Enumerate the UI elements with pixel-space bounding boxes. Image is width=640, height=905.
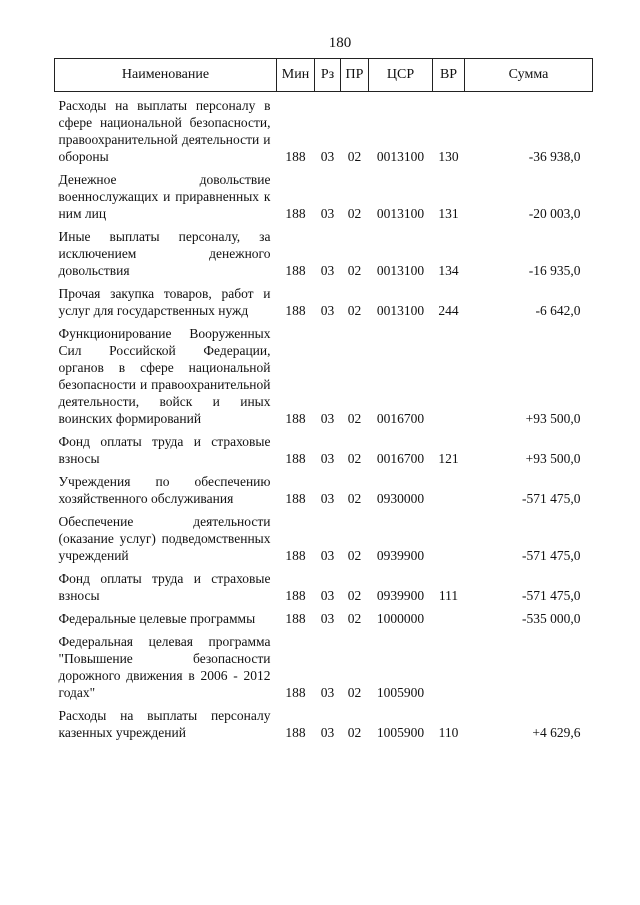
header-csr: ЦСР [369,59,433,92]
row-rz: 03 [320,725,335,740]
row-min: 188 [285,206,306,221]
row-sum: -20 003,0 [528,206,581,221]
row-rz: 03 [320,588,335,603]
row-rz: 03 [320,451,335,466]
row-min: 188 [285,588,306,603]
row-name: Федеральная целевая программа "Повышение безопасности дорожного движения в 2006 - 2012 годах" [58,634,271,700]
row-csr: 0013100 [376,206,425,221]
row-csr: 1005900 [376,725,425,740]
row-pr: 02 [347,411,362,426]
row-vr [433,325,465,433]
row-csr: 0939900 [376,588,425,603]
row-sum: -571 475,0 [522,588,581,603]
row-pr: 02 [347,451,362,466]
row-csr: 0016700 [376,451,425,466]
row-pr: 02 [347,149,362,164]
row-min: 188 [285,451,306,466]
row-rz: 03 [320,263,335,278]
row-name: Денежное довольствие военнослужащих и приравненных к ним лиц [58,172,271,221]
row-sum: -6 642,0 [535,303,581,318]
row-rz: 03 [320,548,335,563]
header-name: Наименование [55,59,277,92]
row-sum: -571 475,0 [522,491,581,506]
row-name: Федеральные целевые программы [58,611,256,626]
table-row [55,570,593,610]
table-row [55,285,593,325]
table-row [55,171,593,228]
row-sum: +93 500,0 [525,451,581,466]
row-vr: 110 [438,725,459,740]
budget-table [54,58,593,747]
header-rz: Рз [315,59,341,92]
row-vr: 134 [438,263,459,278]
header-vr: ВР [433,59,465,92]
row-vr: 111 [438,588,459,603]
table-row [55,633,593,707]
row-pr: 02 [347,548,362,563]
row-pr: 02 [347,685,362,700]
row-pr: 02 [347,588,362,603]
row-rz: 03 [320,303,335,318]
row-name: Обеспечение деятельности (оказание услуг) подведомственных учреждений [58,514,271,563]
row-min: 188 [285,611,306,626]
row-name: Расходы на выплаты персоналу казенных учреждений [58,708,271,740]
row-rz: 03 [320,411,335,426]
header-sum: Сумма [465,59,593,92]
table-row [55,610,593,633]
row-rz: 03 [320,491,335,506]
row-pr: 02 [347,263,362,278]
row-csr: 0013100 [376,263,425,278]
row-name: Фонд оплаты труда и страховые взносы [58,571,271,603]
row-csr: 0939900 [376,548,425,563]
row-sum: +4 629,6 [532,725,581,740]
row-pr: 02 [347,303,362,318]
row-sum: -535 000,0 [522,611,581,626]
row-csr: 0930000 [376,491,425,506]
header-min: Мин [277,59,315,92]
row-rz: 03 [320,149,335,164]
row-vr [433,633,465,707]
table-header-row [55,59,593,92]
row-vr: 130 [438,149,459,164]
row-vr [433,513,465,570]
row-min: 188 [285,263,306,278]
row-name: Функционирование Вооруженных Сил Российской Федерации, органов в сфере национальной безопасности и правоохранительной деятельности, войск и иных воинских формирований [58,326,271,426]
row-min: 188 [285,411,306,426]
row-pr: 02 [347,491,362,506]
row-name: Прочая закупка товаров, работ и услуг для государственных нужд [58,286,271,318]
table-row [55,433,593,473]
row-rz: 03 [320,685,335,700]
row-min: 188 [285,303,306,318]
row-vr: 121 [438,451,459,466]
row-csr: 0013100 [376,303,425,318]
row-vr [433,610,465,633]
row-sum: -16 935,0 [528,263,581,278]
row-name: Расходы на выплаты персоналу в сфере национальной безопасности, правоохранительной деятельности и обороны [58,98,271,164]
row-vr: 244 [438,303,459,318]
row-min: 188 [285,685,306,700]
table-row [55,325,593,433]
row-vr: 131 [438,206,459,221]
row-pr: 02 [347,725,362,740]
row-min: 188 [285,149,306,164]
row-name: Иные выплаты персоналу, за исключением денежного довольствия [58,229,271,278]
row-min: 188 [285,548,306,563]
row-csr: 1005900 [376,685,425,700]
row-csr: 0013100 [376,149,425,164]
table-row [55,513,593,570]
row-rz: 03 [320,611,335,626]
row-rz: 03 [320,206,335,221]
table-row [55,228,593,285]
row-sum: +93 500,0 [525,411,581,426]
page-number: 180 [328,35,352,51]
row-sum: -571 475,0 [522,548,581,563]
row-min: 188 [285,725,306,740]
row-vr [433,473,465,513]
row-csr: 1000000 [376,611,425,626]
table-row [55,473,593,513]
row-csr: 0016700 [376,411,425,426]
table-body [55,92,593,748]
row-pr: 02 [347,611,362,626]
table-row [55,97,593,171]
header-pr: ПР [341,59,369,92]
row-pr: 02 [347,206,362,221]
table-row [55,707,593,747]
row-sum: -36 938,0 [528,149,581,164]
row-sum [465,633,593,707]
row-name: Фонд оплаты труда и страховые взносы [58,434,271,466]
row-name: Учреждения по обеспечению хозяйственного обслуживания [58,474,271,506]
row-min: 188 [285,491,306,506]
